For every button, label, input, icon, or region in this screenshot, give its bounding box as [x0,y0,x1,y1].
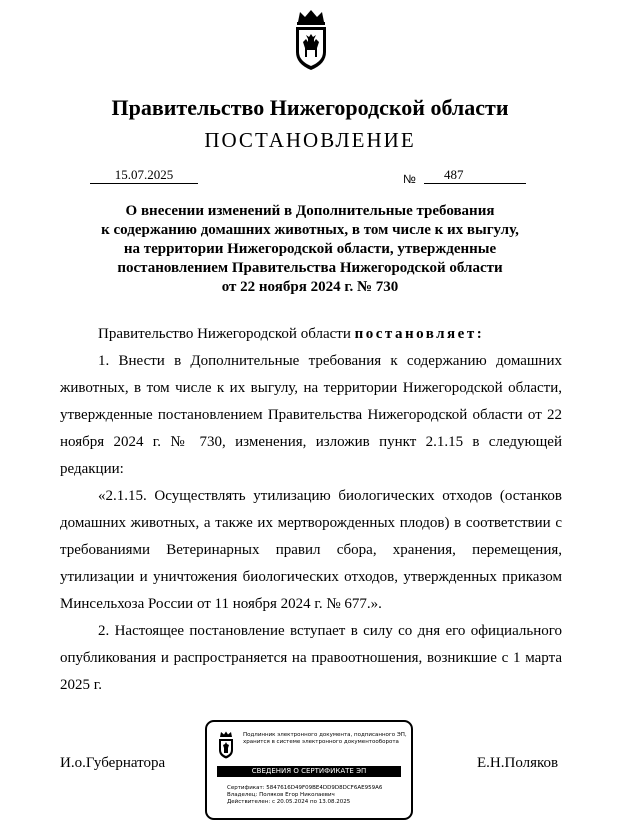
stamp-certificate-info [227,785,382,806]
subject-line: постановлением Правительства Нижегородской области [117,260,503,276]
subject-line: О внесении изменений в Дополнительные требования [125,203,495,219]
paragraph-2: 2. Настоящее постановление вступает в силу со дня его официального опубликования и распространяется на правоотношения, возникшие с 1 марта 2025 г. [60,623,562,693]
stamp-coat-of-arms-icon [217,731,235,759]
intro-lead: Правительство Нижегородской области [98,326,355,342]
subject-line: от 22 ноября 2024 г. № 730 [221,279,399,295]
paragraph-1: 1. Внести в Дополнительные требования к содержанию домашних животных, в том числе к их выгулу, на территории Нижегородской области, утвержденные постановлением Правительства Нижегородской области от 22 ноября 2024 г. № 730, изменения, изложив пункт 2.1.15 в следующей редакции: [60,353,562,477]
stamp-note-line: Подлинник электронного документа, подписанного ЭП, [243,732,407,738]
subject-line: к содержанию домашних животных, в том числе к их выгулу, [101,222,519,238]
stamp-note [243,732,409,746]
document-subject [60,202,560,297]
intro-paragraph [60,321,562,348]
document-number: 487 [424,167,526,184]
subject-line: на территории Нижегородской области, утвержденные [123,241,497,257]
coat-of-arms-icon [290,8,332,72]
signer-title: И.о.Губернатора [60,755,166,771]
stamp-header-bar: СВЕДЕНИЯ О СЕРТИФИКАТЕ ЭП [217,766,401,777]
electronic-signature-stamp [205,720,413,820]
document-date: 15.07.2025 [90,167,198,184]
certificate-id: Сертификат: 5847616D49F09BE4DD9D8DCF6AE959A6 [227,785,383,791]
stamp-note-line: хранится в системе электронного документооборота [243,739,399,745]
number-sign: № [403,172,416,186]
certificate-validity: Действителен: с 20.05.2024 по 13.08.2025 [227,799,351,805]
government-title: Правительство Нижегородской области [111,95,509,120]
certificate-owner: Владелец: Поляков Егор Николаевич [227,792,335,798]
quoted-clause: «2.1.15. Осуществлять утилизацию биологических отходов (останков домашних животных, а также их мертворожденных плодов) в соответствии с требованиями Ветеринарных правил сбора, хранения, перемещения, утилизации и уничтожения биологических отходов, утвержденных приказом Минсельхоза России от 11 ноября 2024 г. № 677.». [60,488,562,612]
document-type: ПОСТАНОВЛЕНИЕ [204,128,416,152]
intro-resolves: постановляет: [354,326,485,342]
signer-name: Е.Н.Поляков [477,755,559,771]
